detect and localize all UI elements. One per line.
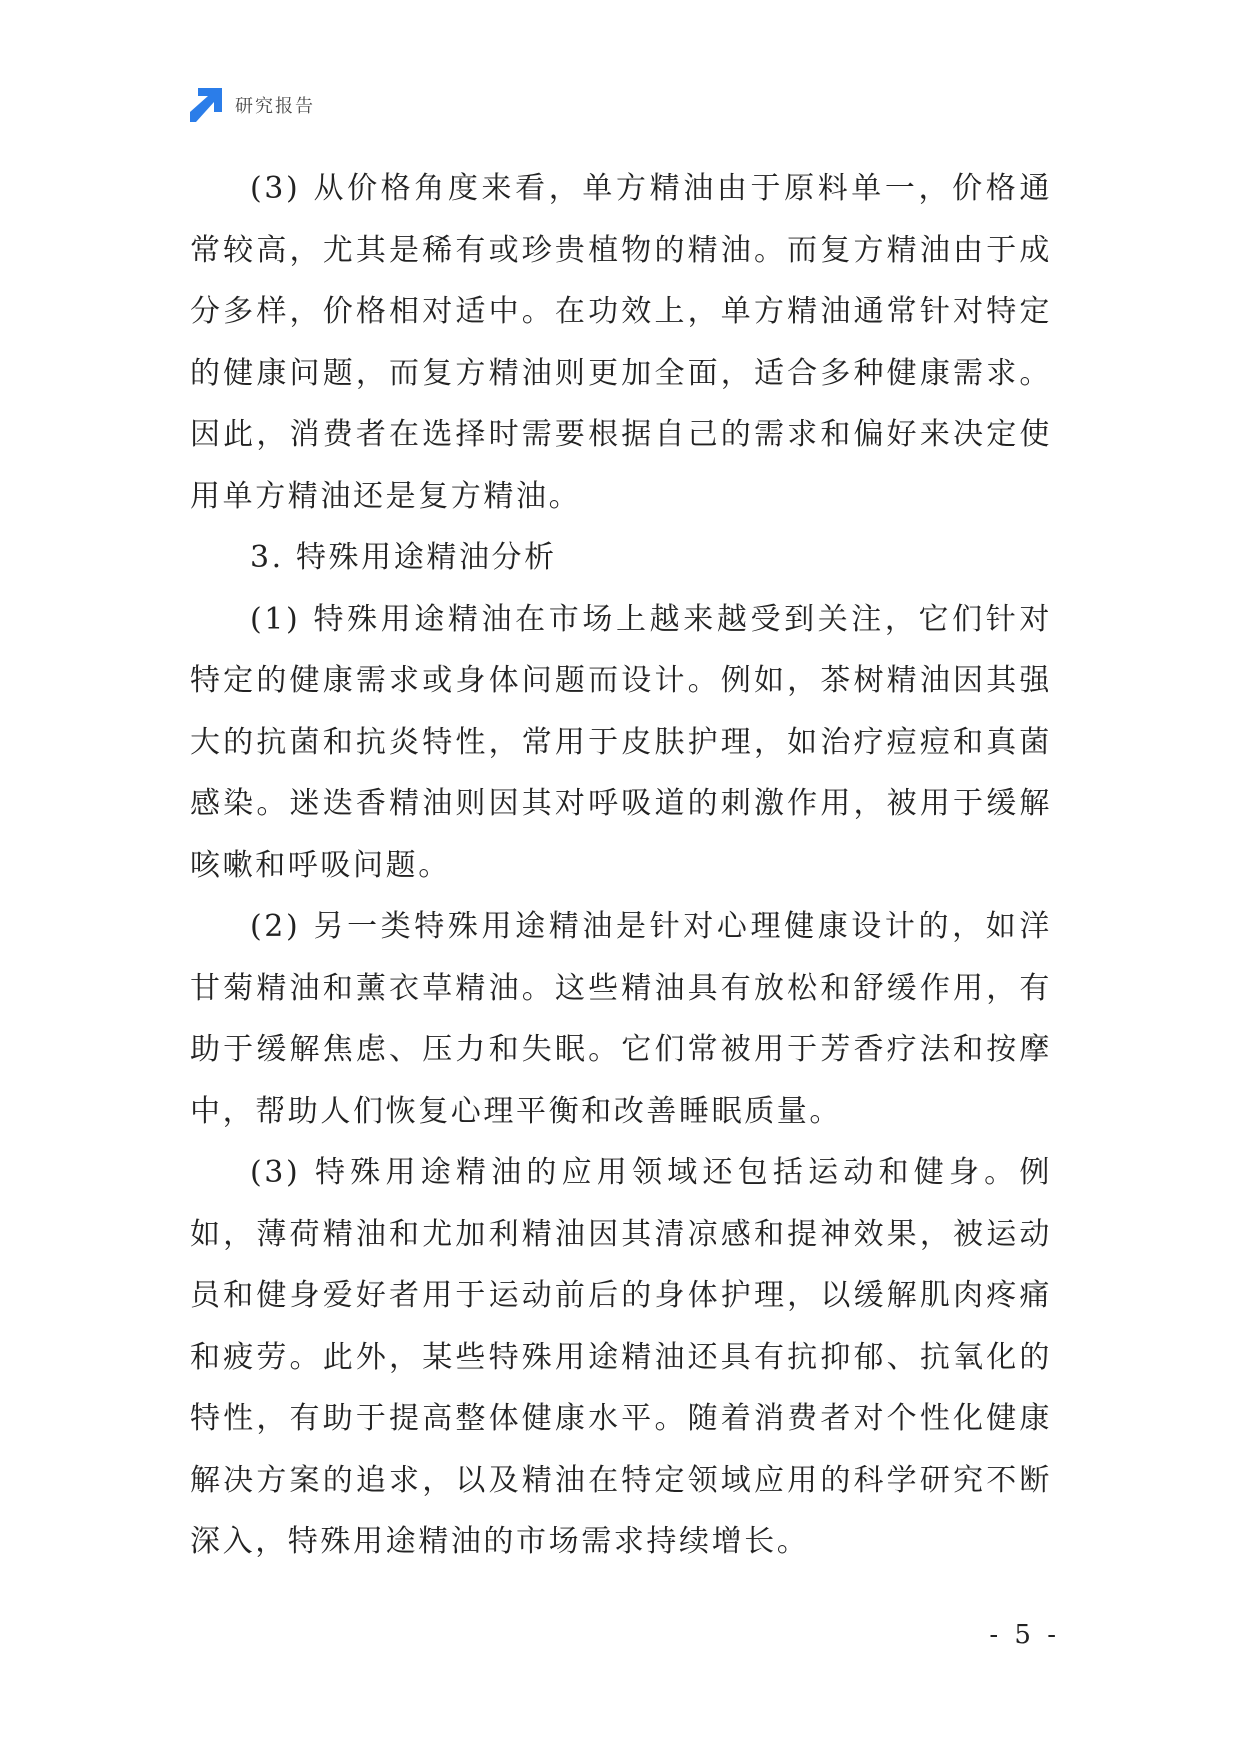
page-number: - 5 - <box>989 1620 1060 1650</box>
section-heading: 3. 特殊用途精油分析 <box>250 540 557 575</box>
page-header <box>188 88 315 122</box>
paragraph-price-comparison: (3) 从价格角度来看，单方精油由于原料单一，价格通常较高，尤其是稀有或珍贵植物的精油。而复方精油由于成分多样，价格相对适中。在功效上，单方精油通常针对特定的健康问题，而复方精油则更加全面，适合多种健康需求。因此，消费者在选择时需要根据自己的需求和偏好来决定使用单方精油还是复方精油。 <box>190 171 1052 514</box>
arrow-up-right-icon <box>188 88 222 122</box>
paragraph-special-use-2: (2) 另一类特殊用途精油是针对心理健康设计的，如洋甘菊精油和薰衣草精油。这些精油具有放松和舒缓作用，有助于缓解焦虑、压力和失眠。它们常被用于芳香疗法和按摩中，帮助人们恢复心理平衡和改善睡眠质量。 <box>190 909 1052 1129</box>
report-label: 研究报告 <box>235 96 315 117</box>
document-body <box>190 158 1052 1573</box>
paragraph-special-use-3: (3) 特殊用途精油的应用领域还包括运动和健身。例如，薄荷精油和尤加利精油因其清凉感和提神效果，被运动员和健身爱好者用于运动前后的身体护理，以缓解肌肉疼痛和疲劳。此外，某些特殊用途精油还具有抗抑郁、抗氧化的特性，有助于提高整体健康水平。随着消费者对个性化健康解决方案的追求，以及精油在特定领域应用的科学研究不断深入，特殊用途精油的市场需求持续增长。 <box>190 1155 1052 1559</box>
paragraph-special-use-1: (1) 特殊用途精油在市场上越来越受到关注，它们针对特定的健康需求或身体问题而设计。例如，茶树精油因其强大的抗菌和抗炎特性，常用于皮肤护理，如治疗痘痘和真菌感染。迷迭香精油则因其对呼吸道的刺激作用，被用于缓解咳嗽和呼吸问题。 <box>190 601 1052 883</box>
